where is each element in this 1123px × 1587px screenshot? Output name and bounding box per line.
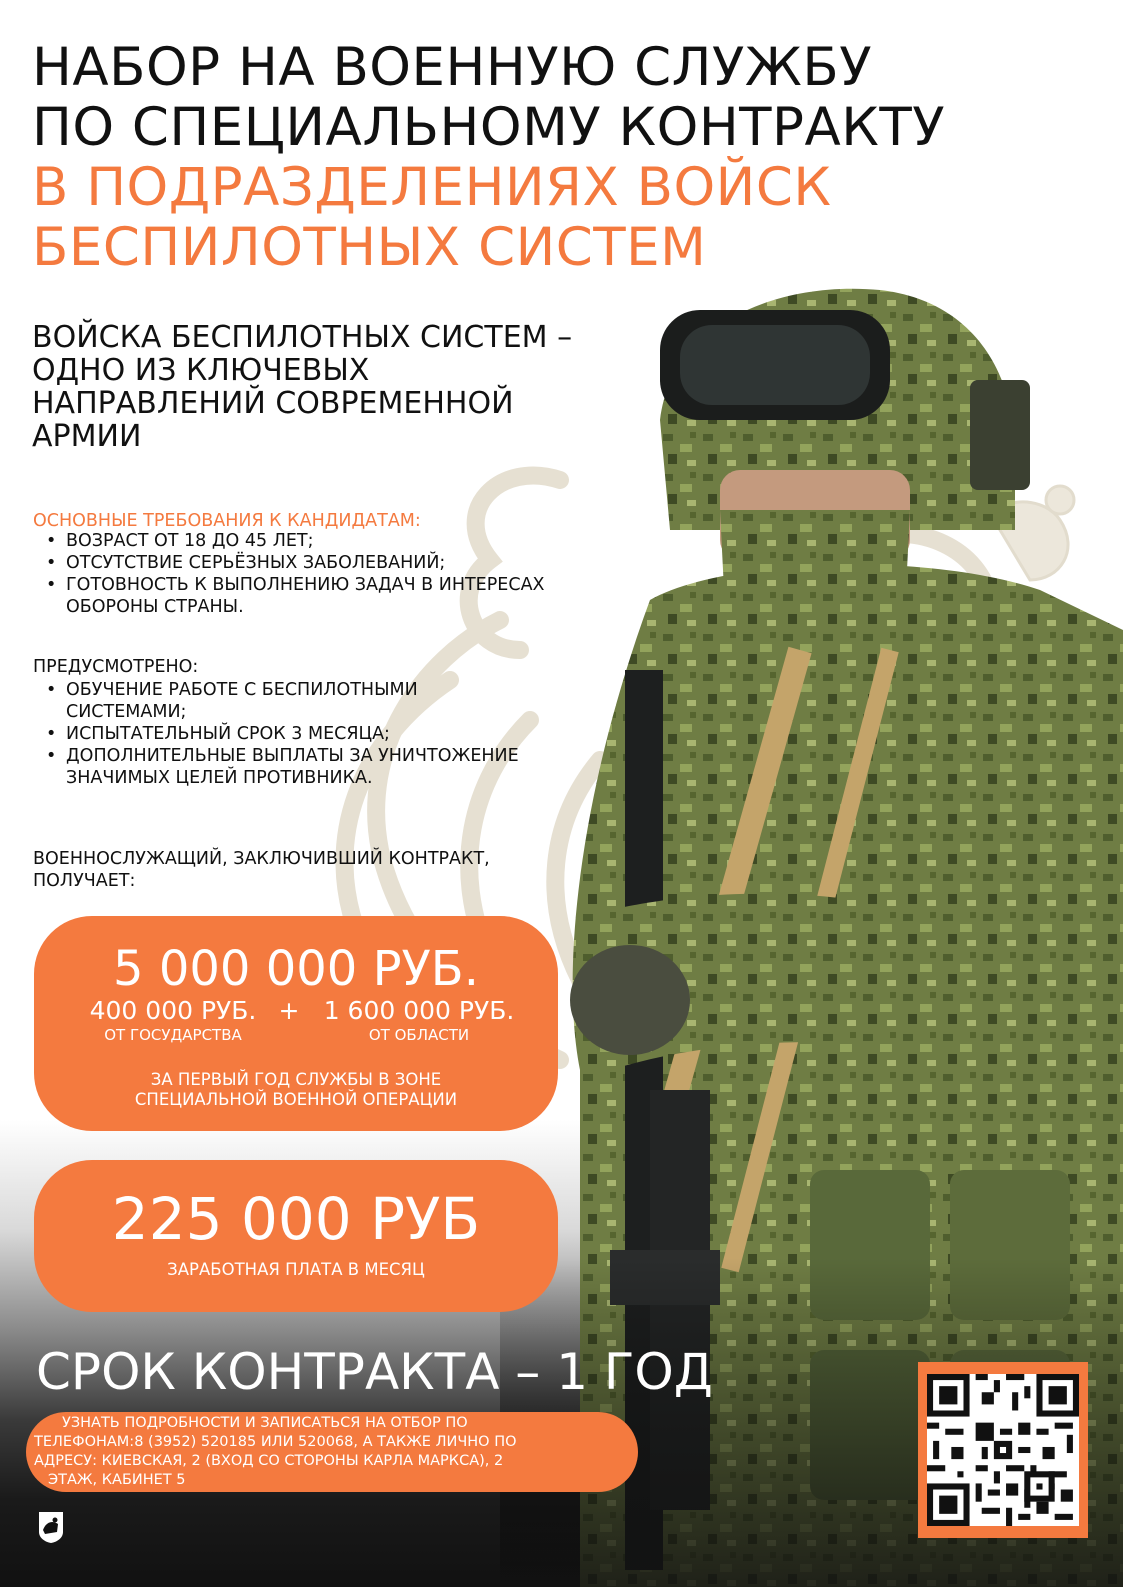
- lead-line-3: НАПРАВЛЕНИЙ СОВРЕМЕННОЙ: [32, 386, 514, 421]
- requirement-item-cont: ОБОРОНЫ СТРАНЫ.: [66, 597, 244, 617]
- contacts-line-2: ТЕЛЕФОНАМ:8 (3952) 520185 ИЛИ 520068, А ТАКЖЕ ЛИЧНО ПО: [34, 1434, 517, 1450]
- contacts-line-4: ЭТАЖ, КАБИНЕТ 5: [48, 1472, 186, 1488]
- requirement-item: • ГОТОВНОСТЬ К ВЫПОЛНЕНИЮ ЗАДАЧ В ИНТЕРЕСАХ: [46, 575, 545, 595]
- provided-item: • ДОПОЛНИТЕЛЬНЫЕ ВЫПЛАТЫ ЗА УНИЧТОЖЕНИЕ: [46, 746, 519, 766]
- receives-line-2: ПОЛУЧАЕТ:: [33, 871, 136, 891]
- title-line-1: НАБОР НА ВОЕННУЮ СЛУЖБУ: [32, 37, 872, 98]
- region-label: ОТ ОБЛАСТИ: [368, 1026, 470, 1044]
- plus-sign: +: [278, 996, 300, 1025]
- contacts-card: [26, 1412, 638, 1492]
- state-amount: 400 000 РУБ.: [89, 996, 257, 1025]
- requirements-heading: ОСНОВНЫЕ ТРЕБОВАНИЯ К КАНДИДАТАМ:: [33, 511, 421, 531]
- requirement-item: • ОТСУТСТВИЕ СЕРЬЁЗНЫХ ЗАБОЛЕВАНИЙ;: [46, 553, 446, 573]
- provided-item: • ОБУЧЕНИЕ РАБОТЕ С БЕСПИЛОТНЫМИ: [46, 680, 418, 700]
- contacts-line-1: УЗНАТЬ ПОДРОБНОСТИ И ЗАПИСАТЬСЯ НА ОТБОР ПО: [62, 1415, 468, 1431]
- provided-item: • ИСПЫТАТЕЛЬНЫЙ СРОК 3 МЕСЯЦА;: [46, 724, 390, 744]
- salary-label: ЗАРАБОТНАЯ ПЛАТА В МЕСЯЦ: [167, 1260, 425, 1279]
- requirement-item: • ВОЗРАСТ ОТ 18 ДО 45 ЛЕТ;: [46, 531, 314, 551]
- one-time-total: 5 000 000 РУБ.: [113, 941, 479, 997]
- provided-item-cont: ЗНАЧИМЫХ ЦЕЛЕЙ ПРОТИВНИКА.: [66, 768, 373, 788]
- title-line-4: БЕСПИЛОТНЫХ СИСТЕМ: [32, 217, 707, 278]
- provided-item-cont: СИСТЕМАМИ;: [66, 702, 187, 722]
- title-line-2: ПО СПЕЦИАЛЬНОМУ КОНТРАКТУ: [32, 97, 946, 158]
- administration-logo-icon: [37, 1510, 65, 1544]
- one-time-payment-card: [34, 916, 558, 1131]
- receives-line-1: ВОЕННОСЛУЖАЩИЙ, ЗАКЛЮЧИВШИЙ КОНТРАКТ,: [33, 849, 490, 869]
- title-line-3: В ПОДРАЗДЕЛЕНИЯХ ВОЙСК: [32, 157, 832, 218]
- contract-term: СРОК КОНТРАКТА – 1 ГОД: [36, 1343, 713, 1401]
- payment-note-line-1: ЗА ПЕРВЫЙ ГОД СЛУЖБЫ В ЗОНЕ: [150, 1070, 442, 1089]
- payment-note-line-2: СПЕЦИАЛЬНОЙ ВОЕННОЙ ОПЕРАЦИИ: [134, 1090, 458, 1109]
- salary-amount: 225 000 РУБ: [111, 1185, 481, 1253]
- contacts-line-3: АДРЕСУ: КИЕВСКАЯ, 2 (ВХОД СО СТОРОНЫ КАРЛА МАРКСА), 2: [34, 1453, 504, 1469]
- lead-line-1: ВОЙСКА БЕСПИЛОТНЫХ СИСТЕМ –: [32, 320, 573, 355]
- lead-line-4: АРМИИ: [32, 419, 142, 454]
- provided-heading: ПРЕДУСМОТРЕНО:: [33, 657, 199, 677]
- qr-code-icon[interactable]: [918, 1362, 1088, 1538]
- salary-card: [34, 1160, 558, 1312]
- state-label: ОТ ГОСУДАРСТВА: [104, 1026, 242, 1044]
- region-amount: 1 600 000 РУБ.: [323, 996, 515, 1025]
- lead-line-2: ОДНО ИЗ КЛЮЧЕВЫХ: [32, 353, 370, 388]
